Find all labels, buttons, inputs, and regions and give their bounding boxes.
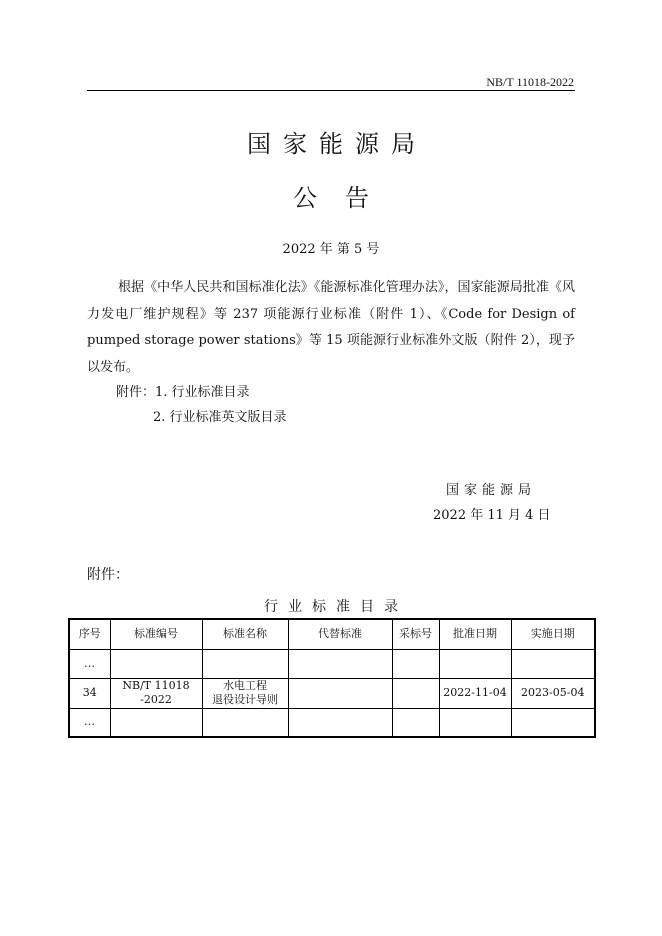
effective-date-cell: 2023-05-04: [511, 678, 595, 708]
signature-organization: 国家能源局: [446, 483, 537, 498]
name-line-1: 水电工程: [223, 679, 267, 692]
code-line-2: -2022: [140, 693, 172, 706]
seq-cell: 34: [69, 678, 110, 708]
attachment-item-2: 2. 行业标准英文版目录: [153, 410, 287, 425]
name-line-2: 退役设计导则: [212, 693, 278, 706]
adopted-cell: [392, 678, 439, 708]
column-header: 采标号: [392, 619, 439, 649]
approval-date-cell: 2022-11-04: [439, 678, 511, 708]
attachment-item-1: 附件：1. 行业标准目录: [116, 385, 250, 400]
annex-label: 附件：: [87, 567, 129, 583]
column-header: 序号: [69, 619, 110, 649]
table-row: [69, 708, 595, 737]
table-row: [69, 678, 595, 708]
code-line-1: NB/T 11018: [122, 679, 190, 692]
name-cell: [202, 678, 288, 708]
column-header: 实施日期: [511, 619, 595, 649]
announcement-paragraph: 根据《中华人民共和国标准化法》《能源标准化管理办法》，国家能源局批准《风力发电厂维护规程》等 237 项能源行业标准（附件 1）、《Code for Design of pumped storage power stations》等 15 项能源行业标准外文版（附件 2），现予以发布。: [87, 280, 575, 375]
ellipsis-cell: …: [69, 708, 110, 737]
table-header-row: [69, 619, 595, 649]
notice-number: 2022 年 第 5 号: [282, 242, 380, 257]
notice-title: 公告: [293, 184, 397, 212]
code-cell: [110, 678, 202, 708]
document-code: NB/T 11018-2022: [486, 75, 574, 89]
column-header: 标准编号: [110, 619, 202, 649]
header-rule: [87, 90, 575, 91]
column-header: 代替标准: [288, 619, 392, 649]
column-header: 标准名称: [202, 619, 288, 649]
organization-title: 国家能源局: [247, 130, 427, 158]
ellipsis-cell: …: [69, 649, 110, 678]
table-row: [69, 649, 595, 678]
standards-catalog-table: [68, 618, 596, 738]
replaces-cell: [288, 678, 392, 708]
signature-date: 2022 年 11 月 4 日: [433, 508, 551, 523]
catalog-title: 行业标准目录: [264, 599, 408, 615]
column-header: 批准日期: [439, 619, 511, 649]
